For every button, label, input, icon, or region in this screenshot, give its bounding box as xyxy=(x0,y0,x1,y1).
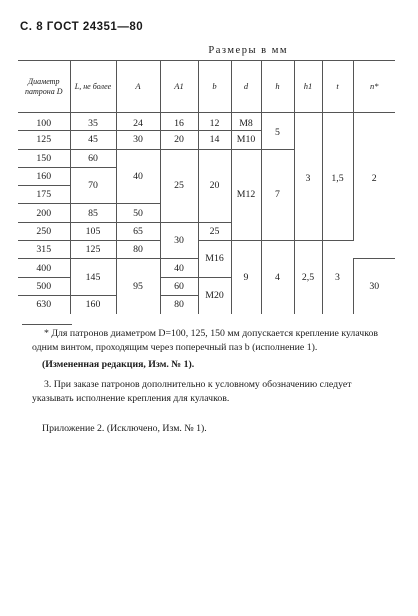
cell-a1: 60 xyxy=(160,277,198,295)
header-l: L, не более xyxy=(70,61,116,113)
footnote: * Для патронов диаметром D=100, 125, 150 мм допускается крепление кулачков одним винтом, проходящим через поперечный паз b (исполнение 1). xyxy=(32,328,378,353)
cell-a: 50 xyxy=(116,204,160,222)
cell-n: 2 xyxy=(353,113,395,241)
cell-d-thread: M8 xyxy=(231,113,261,131)
cell-l: 160 xyxy=(70,295,116,313)
cell-b: 30 xyxy=(353,259,395,314)
cell-a: 30 xyxy=(116,131,160,149)
cell-a1: 40 xyxy=(160,259,198,277)
cell-l: 70 xyxy=(70,167,116,204)
cell-h: 9 xyxy=(231,241,261,314)
cell-l: 105 xyxy=(70,222,116,240)
cell-d: 200 xyxy=(18,204,70,222)
cell-a: 65 xyxy=(116,222,160,240)
cell-b: 20 xyxy=(198,149,231,222)
header-n: n* xyxy=(353,61,395,113)
amendment-note: (Измененная редакция, Изм. № 1). xyxy=(42,359,195,370)
cell-l: 125 xyxy=(70,241,116,259)
header-t: t xyxy=(322,61,353,113)
cell-d: 250 xyxy=(18,222,70,240)
cell-d: 125 xyxy=(18,131,70,149)
cell-h1: 4 xyxy=(261,241,294,314)
cell-a: 40 xyxy=(116,149,160,204)
cell-h1: 3 xyxy=(294,113,322,241)
cell-b: 25 xyxy=(198,222,231,240)
header-h: h xyxy=(261,61,294,113)
footnote-divider xyxy=(22,324,72,325)
header-d: Диаметр патрона D xyxy=(18,61,70,113)
cell-n: 3 xyxy=(322,241,353,314)
cell-d-thread: M20 xyxy=(198,277,231,314)
cell-d: 160 xyxy=(18,167,70,185)
cell-l: 60 xyxy=(70,149,116,167)
cell-d: 500 xyxy=(18,277,70,295)
appendix-note: Приложение 2. (Исключено, Изм. № 1). xyxy=(42,423,207,434)
cell-t: 1,5 xyxy=(322,113,353,241)
header-h1: h1 xyxy=(294,61,322,113)
dimensions-table xyxy=(18,60,395,314)
cell-a: 24 xyxy=(116,113,160,131)
header-d-thread: d xyxy=(231,61,261,113)
cell-l: 145 xyxy=(70,259,116,296)
header-b: b xyxy=(198,61,231,113)
cell-d-thread: M12 xyxy=(231,149,261,240)
cell-a: 80 xyxy=(116,241,160,259)
cell-d: 630 xyxy=(18,295,70,313)
cell-a1: 80 xyxy=(160,295,198,313)
cell-a1: 16 xyxy=(160,113,198,131)
cell-d-thread: M10 xyxy=(231,131,261,149)
cell-d: 100 xyxy=(36,118,52,130)
cell-h: 5 xyxy=(261,113,294,150)
cell-t: 2,5 xyxy=(294,241,322,314)
cell-d: 315 xyxy=(18,241,70,259)
cell-b: 14 xyxy=(198,131,231,149)
cell-d-thread: M16 xyxy=(198,241,231,278)
cell-d: 175 xyxy=(18,186,70,204)
cell-a1: 30 xyxy=(160,222,198,259)
cell-l: 85 xyxy=(70,204,116,222)
page-header: С. 8 ГОСТ 24351—80 xyxy=(20,21,144,33)
cell-a1: 25 xyxy=(160,149,198,222)
cell-l: 35 xyxy=(70,113,116,131)
units-caption: Размеры в мм xyxy=(208,45,288,56)
cell-d: 150 xyxy=(18,149,70,167)
paragraph-3: 3. При заказе патронов дополнительно к условному обозначению следует указывать исполнение крепления для кулачков. xyxy=(32,379,352,404)
cell-l: 45 xyxy=(70,131,116,149)
cell-a: 95 xyxy=(116,259,160,314)
header-a1: A1 xyxy=(160,61,198,113)
cell-a1: 20 xyxy=(160,131,198,149)
cell-h: 7 xyxy=(261,149,294,240)
header-a: A xyxy=(116,61,160,113)
cell-b: 12 xyxy=(198,113,231,131)
cell-d: 400 xyxy=(18,259,70,277)
